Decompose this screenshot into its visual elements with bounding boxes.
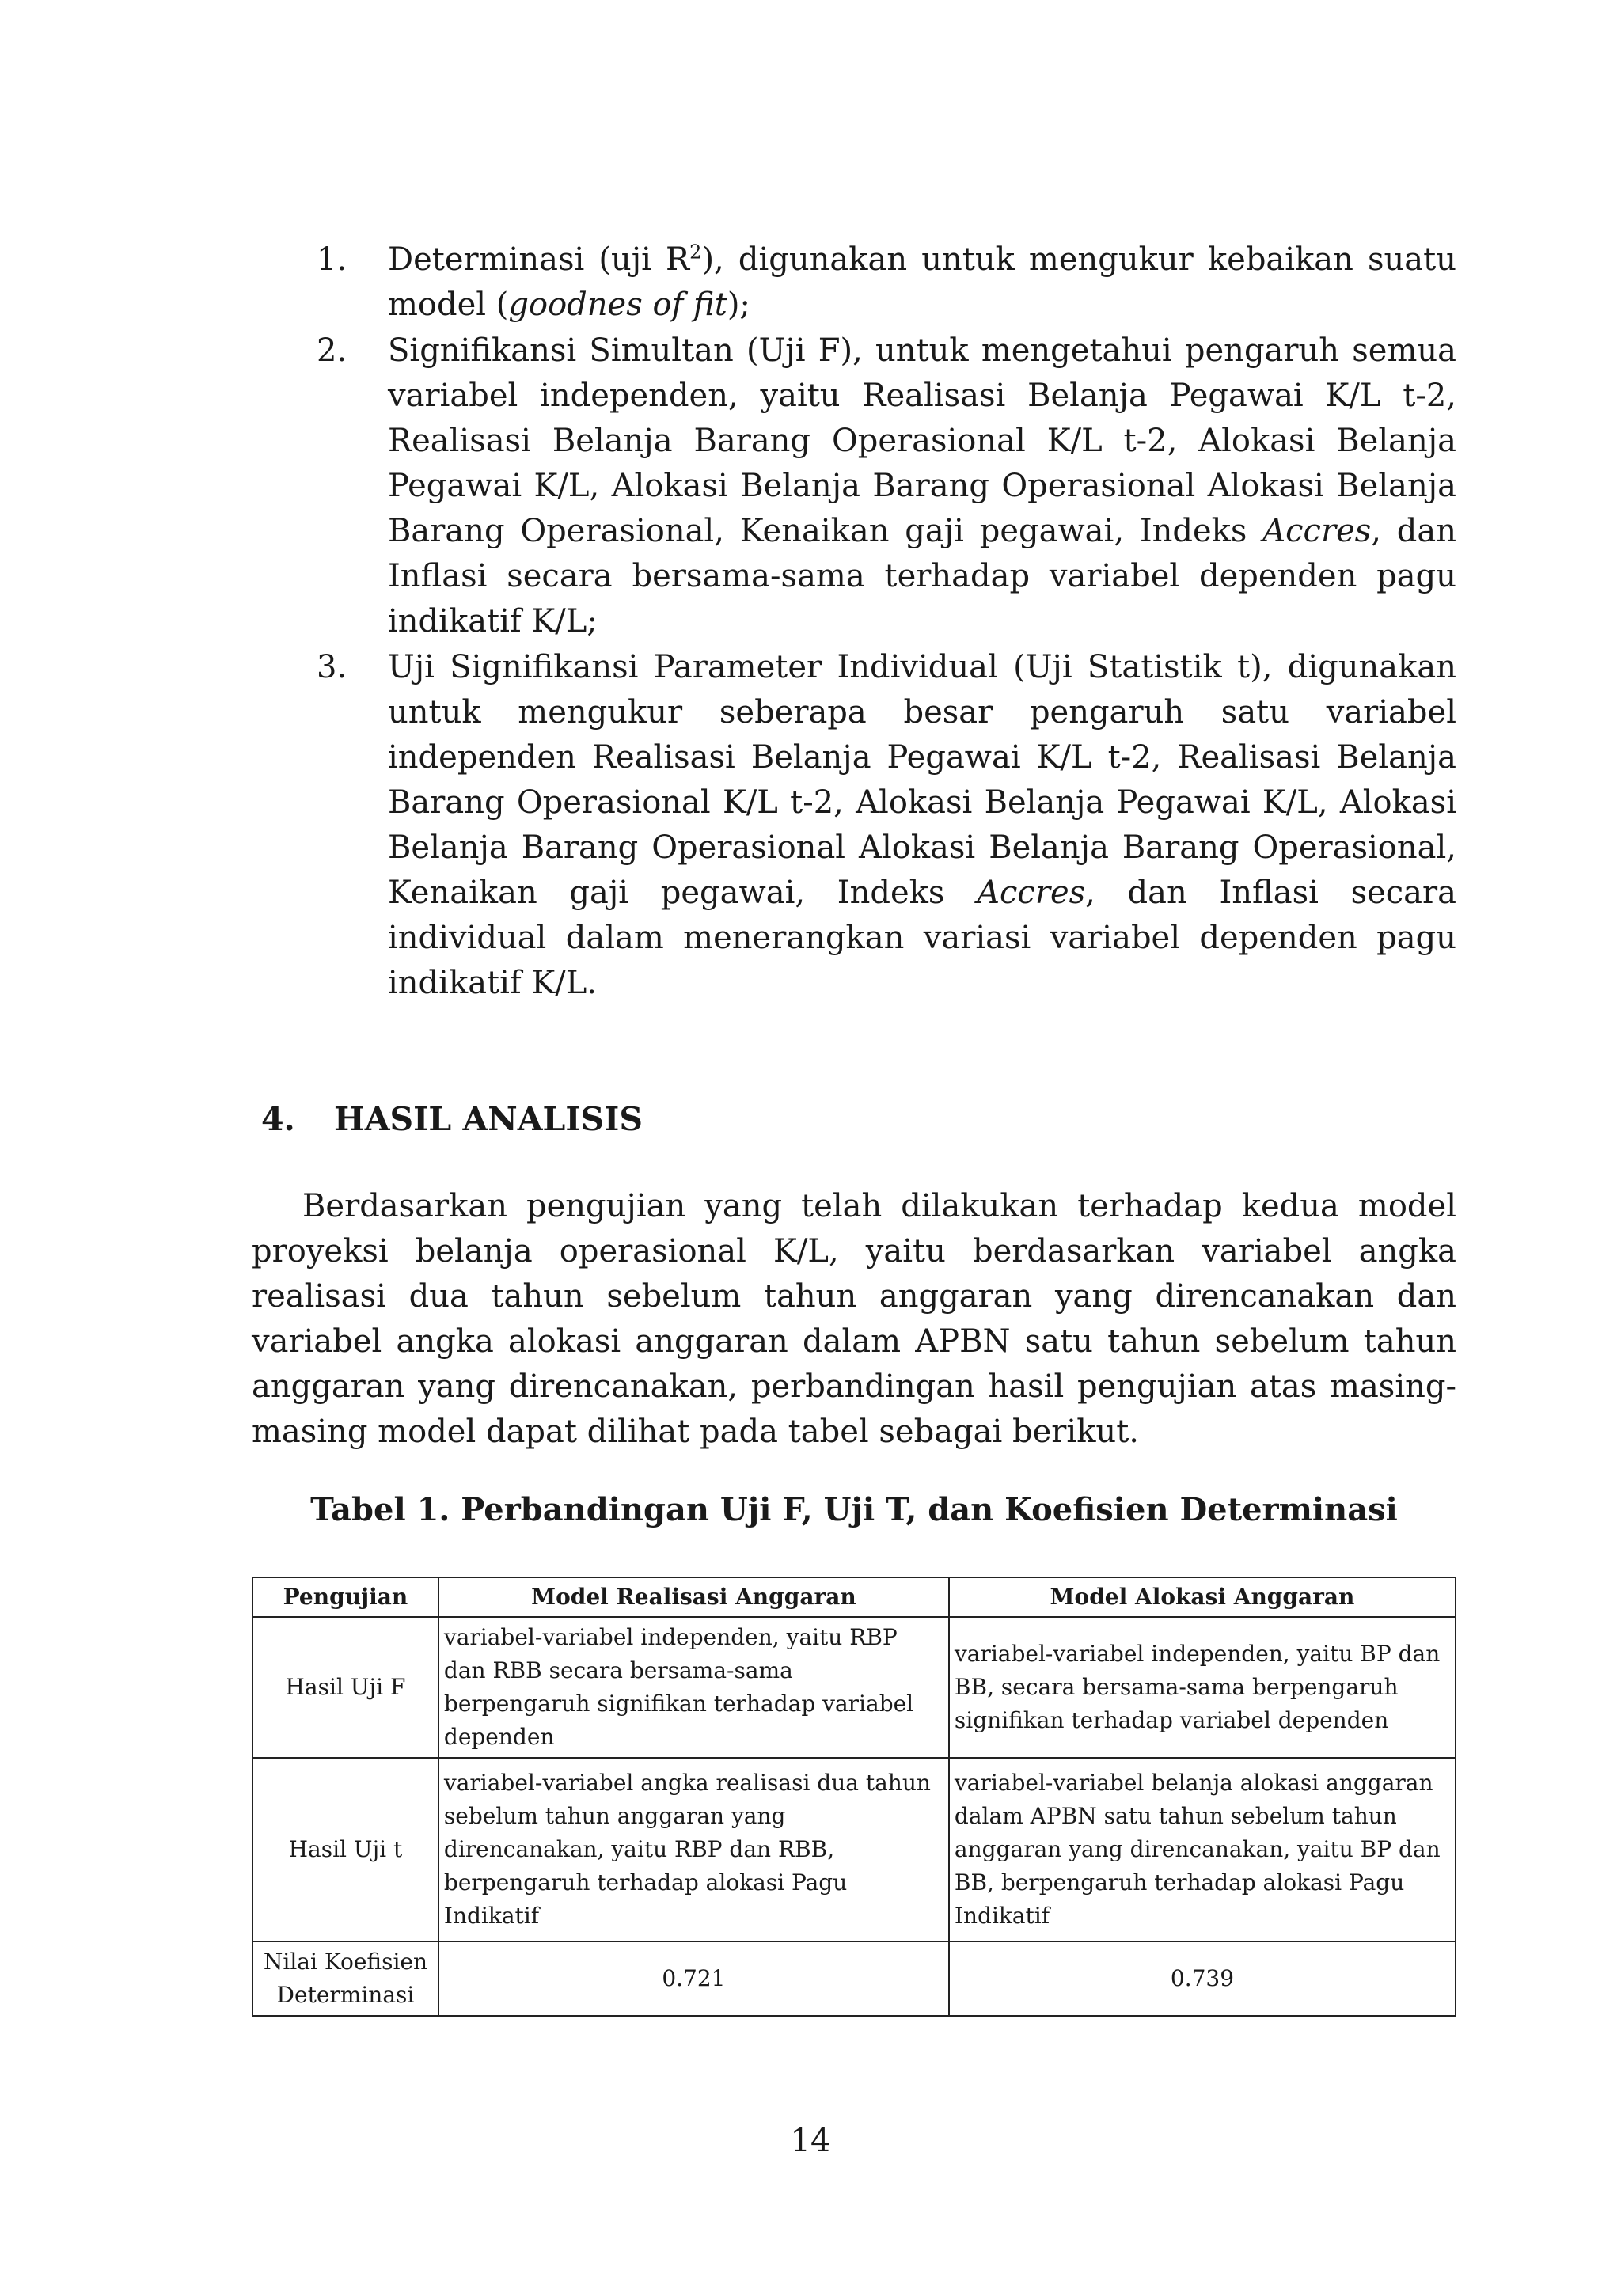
list-item [317, 328, 1456, 644]
page-number: 14 [790, 2123, 831, 2159]
italic-term: Accres [977, 875, 1086, 911]
table-row [252, 1617, 1456, 1758]
list-item-text: Determinasi (uji $R^2$), digunakan untuk mengukur kebaikan suatu model (goodnes of fit); [388, 241, 1456, 323]
section-number: 4. [261, 1100, 295, 1138]
table-row [252, 1758, 1456, 1941]
section-title: HASIL ANALISIS [334, 1100, 643, 1138]
table-cell: variabel-variabel independen, yaitu RBP dan RBB secara bersama-sama berpengaruh signifikan terhadap variabel dependen [438, 1617, 949, 1758]
section-heading [261, 1100, 643, 1138]
column-header: Model Alokasi Anggaran [949, 1577, 1456, 1617]
table-header-row [252, 1577, 1456, 1617]
row-label: Hasil Uji F [252, 1617, 438, 1758]
superscript: 2 [689, 241, 702, 264]
column-header: Pengujian [252, 1577, 438, 1617]
list-item-text: Signifikansi Simultan (Uji F), untuk mengetahui pengaruh semua variabel independen, yaitu Realisasi Belanja Pegawai K/L t-2, Realisasi Belanja Barang Operasional K/L t-2, Alokasi Belanja Pegawai K/L, Alokasi Belanja Barang Operasional Alokasi Belanja Barang Operasional, Kenaikan gaji pegawai, Indeks Accres, dan Inflasi secara bersama-sama terhadap variabel dependen pagu indikatif K/L; [388, 332, 1456, 639]
italic-term: Accres [1262, 513, 1372, 549]
list-item-text: Uji Signifikansi Parameter Individual (Uji Statistik t), digunakan untuk mengukur seberapa besar pengaruh satu variabel independen Realisasi Belanja Pegawai K/L t-2, Realisasi Belanja Barang Operasional K/L t-2, Alokasi Belanja Pegawai K/L, Alokasi Belanja Barang Operasional Alokasi Belanja Barang Operasional, Kenaikan gaji pegawai, Indeks Accres, dan Inflasi secara individual dalam menerangkan variasi variabel dependen pagu indikatif K/L. [388, 649, 1457, 1001]
body-paragraph: Berdasarkan pengujian yang telah dilakukan terhadap kedua model proyeksi belanja operasional K/L, yaitu berdasarkan variabel angka realisasi dua tahun sebelum tahun anggaran yang direncanakan dan variabel angka alokasi anggaran dalam APBN satu tahun sebelum tahun anggaran yang direncanakan, perbandingan hasil pengujian atas masing-masing model dapat dilihat pada tabel sebagai berikut. [252, 1188, 1456, 1450]
comparison-table [252, 1577, 1456, 2017]
table-row [252, 1941, 1456, 2016]
table-cell: variabel-variabel belanja alokasi anggaran dalam APBN satu tahun sebelum tahun anggaran yang direncanakan, yaitu BP dan BB, berpengaruh terhadap alokasi Pagu Indikatif [949, 1758, 1456, 1941]
list-item-number: 3. [317, 649, 347, 685]
row-label: Nilai Koefisien Determinasi [252, 1941, 438, 2016]
table-cell: 0.739 [949, 1941, 1456, 2016]
column-header: Model Realisasi Anggaran [438, 1577, 949, 1617]
row-label: Hasil Uji t [252, 1758, 438, 1941]
list-item [317, 237, 1456, 328]
table-cell: variabel-variabel independen, yaitu BP dan BB, secara bersama-sama berpengaruh signifikan terhadap variabel dependen [949, 1617, 1456, 1758]
table-cell: variabel-variabel angka realisasi dua tahun sebelum tahun anggaran yang direncanakan, yaitu RBP dan RBB, berpengaruh terhadap alokasi Pagu Indikatif [438, 1758, 949, 1941]
table-title: Tabel 1. Perbandingan Uji F, Uji T, dan Koefisien Determinasi [310, 1491, 1398, 1528]
table-cell: 0.721 [438, 1941, 949, 2016]
criteria-list [317, 237, 1456, 1006]
list-item-number: 1. [317, 241, 347, 278]
italic-term: goodnes of fit [508, 287, 727, 323]
list-item [317, 645, 1456, 1006]
list-item-number: 2. [317, 332, 347, 369]
